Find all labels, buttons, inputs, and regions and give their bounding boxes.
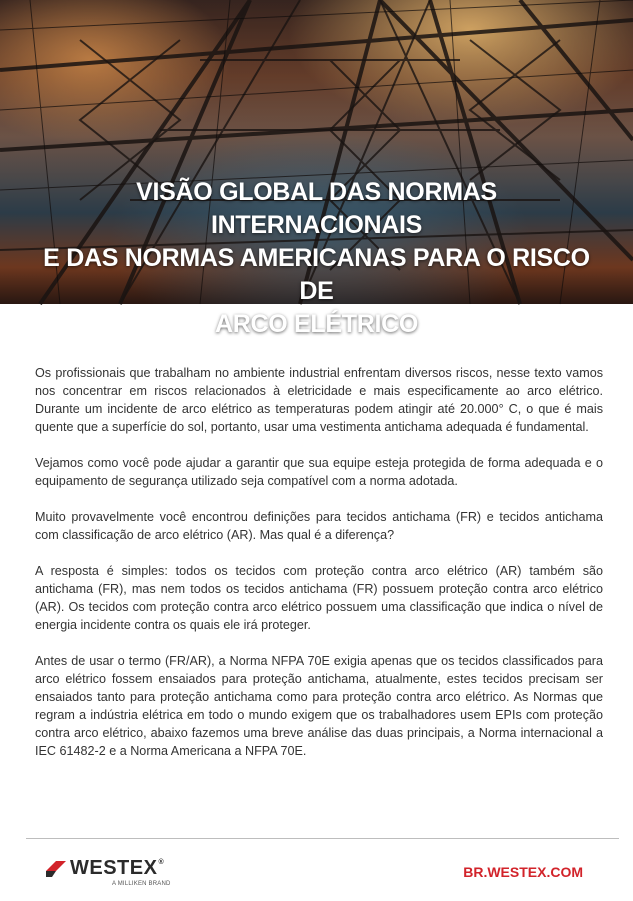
title-line-3: ARCO ELÉTRICO (214, 310, 419, 338)
logo-trademark: ® (158, 859, 165, 866)
paragraph-norms: Antes de usar o termo (FR/AR), a Norma NFPA 70E exigia apenas que os tecidos classificados para arco elétrico fossem ensaiados para proteção antichama, atualmente, estes tecidos precisam ser ensaiados tanto para proteção antichama como para proteção contra arco elétrico. As Normas que regram a indústria elétrica em todo o mundo exigem que os trabalhadores usem EPIs com proteção contra arco elétrico, abaixo fazemos uma breve análise das duas principais, a Norma internacional a IEC 61482-2 e a Norma Americana a NFPA 70E. (35, 654, 603, 758)
logo-text: WESTEX (70, 857, 158, 879)
paragraph-team: Vejamos como você pode ajudar a garantir que sua equipe esteja protegida de forma adequada e o equipamento de segurança utilizado seja compatível com a norma adotada. (35, 456, 603, 488)
article-body (35, 364, 603, 778)
hero-banner (0, 0, 633, 338)
westex-logo-icon (46, 859, 66, 879)
website-link[interactable]: BR.WESTEX.COM (463, 864, 583, 880)
page-title (30, 176, 603, 341)
logo-subtitle: A MILLIKEN BRAND (112, 881, 171, 887)
paragraph-answer: A resposta é simples: todos os tecidos com proteção contra arco elétrico (AR) também são antichama (FR), mas nem todos os tecidos antichama (FR) possuem proteção contra arco elétrico (AR). Os tecidos com proteção contra arco elétrico possuem uma classificação que indica o nível de energia incidente contra os quais ele irá proteger. (35, 564, 603, 632)
westex-logo (46, 857, 186, 893)
paragraph-definitions: Muito provavelmente você encontrou definições para tecidos antichama (FR) e tecidos antichama com classificação de arco elétrico (AR). Mas qual é a diferença? (35, 510, 603, 542)
logo-wordmark (70, 857, 164, 880)
footer-divider (26, 838, 619, 839)
title-line-1: VISÃO GLOBAL DAS NORMAS INTERNACIONAIS (136, 178, 497, 239)
title-line-2: E DAS NORMAS AMERICANAS PARA O RISCO DE (43, 244, 590, 305)
paragraph-intro: Os profissionais que trabalham no ambiente industrial enfrentam diversos riscos, nesse texto vamos nos concentrar em riscos relacionados à eletricidade e mais especificamente ao arco elétrico. Durante um incidente de arco elétrico as temperaturas podem atingir até 20.000° C, o que é mais quente que a superfície do sol, portanto, usar uma vestimenta antichama adequada é fundamental. (35, 366, 603, 434)
